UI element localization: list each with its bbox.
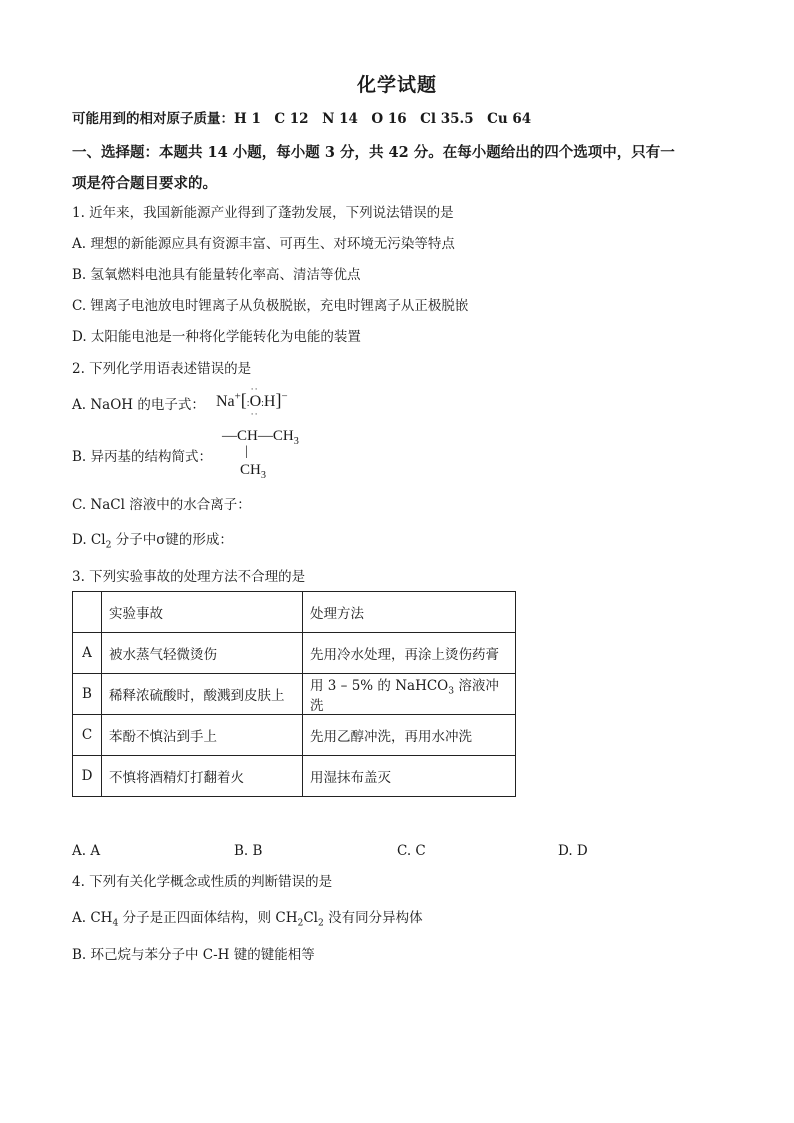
row-method: 先用冷水处理，再涂上烫伤药膏 [303, 633, 516, 674]
isopropyl-top: —CH—CH [222, 428, 294, 444]
q4-stem: 4. 下列有关化学概念或性质的判断错误的是 [72, 874, 333, 890]
row-key: A [73, 633, 102, 674]
table-header-cell [73, 592, 102, 633]
h-symbol: H [263, 393, 276, 410]
table-row [73, 715, 516, 756]
section-heading-line2: 项是符合题目要求的。 [72, 175, 217, 192]
atomic-masses: 可能用到的相对原子质量：H 1 C 12 N 14 O 16 Cl 35.5 Cu 64 [72, 111, 532, 127]
q3-option-c: C. C [397, 843, 426, 859]
q1-option-a: A. 理想的新能源应具有资源丰富、可再生、对环境无污染等特点 [72, 236, 455, 252]
hydroxide-charge: − [281, 390, 288, 403]
q2-option-c-label: C. NaCl 溶液中的水合离子： [72, 497, 251, 513]
q2-option-a-label: A. NaOH 的电子式： [72, 397, 205, 413]
row-method: 用湿抹布盖灭 [303, 756, 516, 797]
row-accident: 苯酚不慎沾到手上 [102, 715, 303, 756]
q1-option-d: D. 太阳能电池是一种将化学能转化为电能的装置 [72, 329, 361, 345]
q1-option-c: C. 锂离子电池放电时锂离子从负极脱嵌，充电时锂离子从正极脱嵌 [72, 298, 469, 314]
row-accident: 被水蒸气轻微烫伤 [102, 633, 303, 674]
row-method: 先用乙醇冲洗，再用水冲洗 [303, 715, 516, 756]
naoh-lewis-structure: Na+[: ·· O ·· :H]− [216, 384, 288, 419]
section-heading-line1: 一、选择题：本题共 14 小题，每小题 3 分，共 42 分。在每小题给出的四个选项中，只有一 [72, 144, 675, 161]
row-key: B [73, 674, 102, 715]
q2-option-d-label: D. $Cl_2$ 分子中σ键的形成： [72, 532, 233, 551]
na-symbol: Na [216, 393, 235, 410]
table-row [73, 756, 516, 797]
table-row [73, 633, 516, 674]
o-symbol: O [249, 393, 262, 410]
table-header-cell: 处理方法 [303, 592, 516, 633]
row-key: C [73, 715, 102, 756]
table-header-cell: 实验事故 [102, 592, 303, 633]
q3-stem: 3. 下列实验事故的处理方法不合理的是 [72, 569, 306, 585]
q2-stem: 2. 下列化学用语表述错误的是 [72, 361, 252, 377]
table-row [73, 674, 516, 715]
row-method: 用 3 – 5% 的 NaHCO$_3$ 溶液冲洗 [303, 674, 516, 715]
q1-stem: 1. 近年来，我国新能源产业得到了蓬勃发展，下列说法错误的是 [72, 205, 454, 221]
isopropyl-structure: $—CH—CH_3$ [222, 428, 299, 447]
row-key: D [73, 756, 102, 797]
na-charge: + [234, 390, 241, 403]
row-accident: 稀释浓硫酸时，酸溅到皮肤上 [102, 674, 303, 715]
q2-option-b-label: B. 异丙基的结构简式： [72, 449, 213, 465]
q3-option-a: A. A [72, 843, 101, 859]
accident-table [72, 591, 516, 797]
isopropyl-bottom: $CH_3$ [240, 462, 266, 481]
row-accident: 不慎将酒精灯打翻着火 [102, 756, 303, 797]
page-title: 化学试题 [356, 74, 437, 96]
q3-option-b: B. B [234, 843, 263, 859]
q4-option-a: A. $CH_4$ 分子是正四面体结构，则 $CH_2Cl_2$ 没有同分异构体 [72, 910, 423, 929]
table-header-row [73, 592, 516, 633]
isopropyl-bond: | [245, 444, 248, 459]
q1-option-b: B. 氢氧燃料电池具有能量转化率高、清洁等优点 [72, 267, 361, 283]
q4-option-b: B. 环己烷与苯分子中 C-H 键的键能相等 [72, 947, 315, 963]
q3-option-d: D. D [558, 843, 588, 859]
